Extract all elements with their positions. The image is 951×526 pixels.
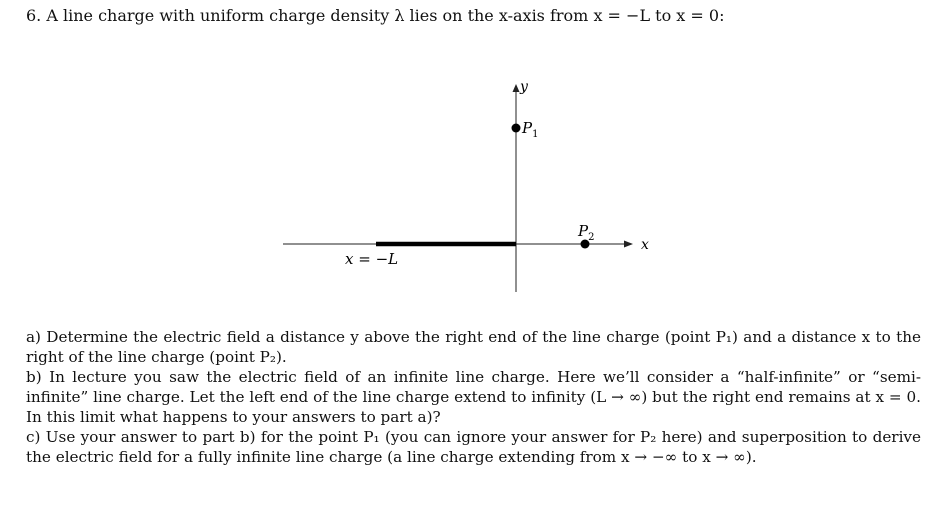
x-axis-arrow [624, 241, 633, 248]
left-end-label: x = −L [345, 250, 399, 268]
problem-text: A line charge with uniform charge density λ lies on the x-axis from x = −L to x = 0: [46, 6, 725, 25]
part-c: c) Use your answer to part b) for the point P₁ (you can ignore your answer for P₂ here) and superposition to derive the electric field for a fully infinite line charge (a line charge extending from x → −∞ to x → ∞). [26, 428, 921, 466]
y-axis-label: y [520, 79, 528, 95]
x-axis-label: x [641, 237, 649, 253]
y-axis-arrow [513, 84, 520, 92]
problem-parts [26, 327, 921, 467]
point-p1-marker [512, 124, 521, 133]
point-p2-label: $P_2$ [578, 222, 595, 243]
part-b: b) In lecture you saw the electric field of an infinite line charge. Here we’ll consider a “half-infinite” or “semi-infinite” line charge. Let the left end of the line charge extend to infinity (L → ∞) but the right end remains at x = 0. In this limit what happens to your answers to part a)? [26, 368, 921, 426]
point-p1-label: $P_1$ [522, 119, 539, 140]
part-a: a) Determine the electric field a distance y above the right end of the line charge (point P₁) and a distance x to the right of the line charge (point P₂). [26, 328, 921, 366]
problem-number: 6. [26, 6, 42, 25]
